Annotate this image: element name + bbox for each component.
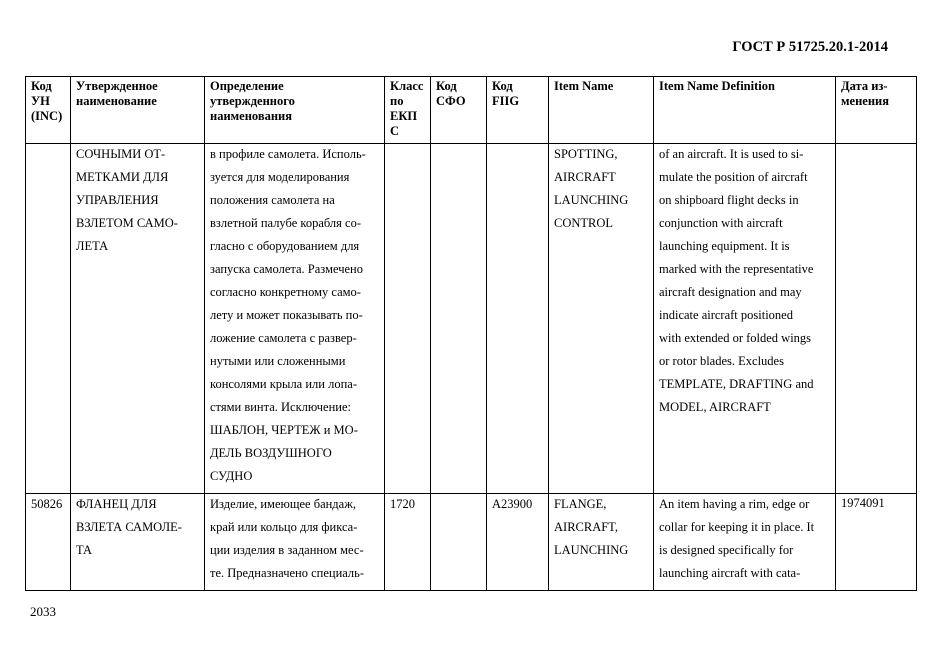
- text-line: MODEL, AIRCRAFT: [659, 400, 771, 414]
- cell-inc: [26, 144, 71, 494]
- header-ekps-class: [385, 77, 431, 144]
- text-line: ложение самолета с развер-: [210, 331, 357, 345]
- header-line: (INC): [31, 109, 63, 123]
- text-line: в профиле самолета. Исполь-: [210, 147, 366, 161]
- text-line: лету и может показывать по-: [210, 308, 363, 322]
- text-line: launching equipment. It is: [659, 239, 790, 253]
- text-line: collar for keeping it in place. It: [659, 520, 815, 534]
- text-line: те. Предназначено специаль-: [210, 566, 365, 580]
- text-line: indicate aircraft positioned: [659, 308, 793, 322]
- header-line: наименования: [210, 109, 293, 123]
- header-fiig-code: [487, 77, 549, 144]
- header-line: утвержденного: [210, 94, 295, 108]
- cell-approved-name: [71, 494, 205, 591]
- text-line: conjunction with aircraft: [659, 216, 783, 230]
- text-line: TEMPLATE, DRAFTING and: [659, 377, 814, 391]
- text-line: консолями крыла или лопа-: [210, 377, 357, 391]
- cell-item-name-definition: [654, 494, 836, 591]
- text-line: SPOTTING,: [554, 147, 618, 161]
- header-line: Утвержденное: [76, 79, 158, 93]
- text-line: AIRCRAFT: [554, 170, 616, 184]
- text-line: ФЛАНЕЦ ДЛЯ: [76, 497, 157, 511]
- text-line: ТА: [76, 543, 93, 557]
- header-sfo-code: [431, 77, 487, 144]
- table-row: [26, 494, 917, 591]
- text-line: ШАБЛОН, ЧЕРТЕЖ и МО-: [210, 423, 358, 437]
- text-line: МЕТКАМИ ДЛЯ: [76, 170, 169, 184]
- header-line: СФО: [436, 94, 466, 108]
- text-line: ВЗЛЕТА САМОЛЕ-: [76, 520, 182, 534]
- cell-change-date: [836, 144, 917, 494]
- text-line: СУДНО: [210, 469, 253, 483]
- header-item-name: [549, 77, 654, 144]
- cell-name-definition: [205, 494, 385, 591]
- header-line: Item Name: [554, 79, 614, 93]
- cell-ekps-class: 1720: [385, 494, 431, 591]
- text-line: положения самолета на: [210, 193, 335, 207]
- text-line: ЛЕТА: [76, 239, 109, 253]
- document-standard-code: ГОСТ Р 51725.20.1-2014: [732, 39, 888, 55]
- text-line: зуется для моделирования: [210, 170, 350, 184]
- text-line: LAUNCHING: [554, 543, 629, 557]
- text-line: стями винта. Исключение:: [210, 400, 351, 414]
- table-row: [26, 144, 917, 494]
- text-line: край или кольцо для фикса-: [210, 520, 358, 534]
- text-line: FLANGE,: [554, 497, 607, 511]
- header-line: УН: [31, 94, 50, 108]
- header-line: Item Name Definition: [659, 79, 775, 93]
- header-line: Класс: [390, 79, 424, 93]
- text-line: CONTROL: [554, 216, 614, 230]
- text-line: on shipboard flight decks in: [659, 193, 799, 207]
- header-change-date: [836, 77, 917, 144]
- text-line: of an aircraft. It is used to si-: [659, 147, 804, 161]
- header-line: менения: [841, 94, 889, 108]
- text-line: An item having a rim, edge or: [659, 497, 810, 511]
- header-line: наименование: [76, 94, 157, 108]
- page-number: 2033: [30, 604, 56, 619]
- cell-fiig-code: A23900: [487, 494, 549, 591]
- header-line: Определение: [210, 79, 284, 93]
- text-line: ции изделия в заданном мес-: [210, 543, 364, 557]
- header-line: Код: [31, 79, 52, 93]
- cell-ekps-class: [385, 144, 431, 494]
- cell-sfo-code: [431, 144, 487, 494]
- text-line: with extended or folded wings: [659, 331, 812, 345]
- specification-table: [25, 76, 917, 591]
- text-line: or rotor blades. Excludes: [659, 354, 784, 368]
- cell-approved-name: [71, 144, 205, 494]
- header-line: С: [390, 124, 400, 138]
- cell-inc: 50826: [26, 494, 71, 591]
- header-approved-name: [71, 77, 205, 144]
- text-line: LAUNCHING: [554, 193, 629, 207]
- table-header-row: [26, 77, 917, 144]
- text-line: нутыми или сложенными: [210, 354, 346, 368]
- cell-name-definition: [205, 144, 385, 494]
- text-line: СОЧНЫМИ ОТ-: [76, 147, 166, 161]
- text-line: ВЗЛЕТОМ САМО-: [76, 216, 178, 230]
- cell-item-name: [549, 144, 654, 494]
- header-line: Дата из-: [841, 79, 888, 93]
- header-line: ЕКП: [390, 109, 418, 123]
- header-line: FIIG: [492, 94, 520, 108]
- text-line: marked with the representative: [659, 262, 814, 276]
- text-line: запуска самолета. Размечено: [210, 262, 363, 276]
- cell-item-name-definition: [654, 144, 836, 494]
- cell-item-name: [549, 494, 654, 591]
- text-line: is designed specifically for: [659, 543, 794, 557]
- text-line: согласно конкретному само-: [210, 285, 361, 299]
- header-inc-code: [26, 77, 71, 144]
- text-line: взлетной палубе корабля со-: [210, 216, 361, 230]
- text-line: ДЕЛЬ ВОЗДУШНОГО: [210, 446, 332, 460]
- cell-fiig-code: [487, 144, 549, 494]
- header-name-definition: [205, 77, 385, 144]
- text-line: УПРАВЛЕНИЯ: [76, 193, 159, 207]
- header-line: по: [390, 94, 404, 108]
- text-line: aircraft designation and may: [659, 285, 802, 299]
- header-line: Код: [492, 79, 513, 93]
- cell-sfo-code: [431, 494, 487, 591]
- text-line: launching aircraft with cata-: [659, 566, 801, 580]
- header-item-name-definition: [654, 77, 836, 144]
- text-line: гласно с оборудованием для: [210, 239, 360, 253]
- text-line: mulate the position of aircraft: [659, 170, 808, 184]
- cell-change-date: 1974091: [836, 494, 917, 591]
- text-line: AIRCRAFT,: [554, 520, 619, 534]
- text-line: Изделие, имеющее бандаж,: [210, 497, 356, 511]
- header-line: Код: [436, 79, 457, 93]
